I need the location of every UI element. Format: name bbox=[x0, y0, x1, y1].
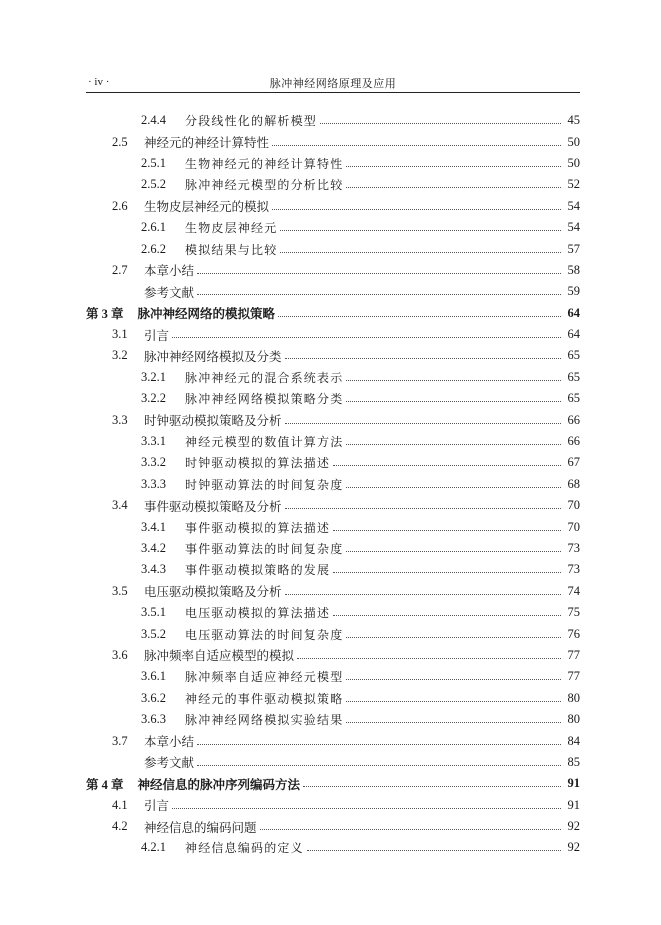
toc-subsection-entry[interactable] bbox=[86, 110, 580, 131]
toc-entry-number: 4.2.1 bbox=[141, 840, 166, 855]
toc-dot-leader bbox=[346, 444, 561, 445]
toc-entry-page: 76 bbox=[567, 626, 580, 641]
toc-entry-number: 3.6.3 bbox=[141, 712, 166, 727]
toc-entry-number: 3.2 bbox=[112, 348, 128, 363]
toc-entry-title: 脉冲神经网络模拟及分类 bbox=[144, 348, 282, 364]
toc-entry-page: 68 bbox=[567, 476, 580, 491]
toc-dot-leader bbox=[285, 358, 561, 359]
toc-entry-page: 66 bbox=[567, 412, 580, 427]
toc-section-entry[interactable] bbox=[86, 795, 580, 816]
toc-entry-number: 4.1 bbox=[112, 797, 128, 812]
toc-entry-title: 参考文献 bbox=[144, 755, 195, 771]
toc-dot-leader bbox=[346, 401, 561, 402]
toc-entry-page: 57 bbox=[567, 241, 580, 256]
toc-entry-number: 2.6.1 bbox=[141, 220, 166, 235]
toc-entry-number: 2.4.4 bbox=[141, 113, 166, 128]
toc-entry-title: 生物皮层神经元 bbox=[185, 221, 278, 236]
toc-subsection-entry[interactable] bbox=[86, 217, 580, 238]
toc-entry-title: 事件驱动算法的时间复杂度 bbox=[185, 542, 344, 556]
toc-entry-title: 脉冲神经网络的模拟策略 bbox=[137, 306, 276, 322]
toc-entry-page: 75 bbox=[567, 605, 580, 620]
toc-entry-title: 生物神经元的神经计算特性 bbox=[185, 156, 344, 171]
toc-entry-page: 54 bbox=[567, 198, 580, 213]
toc-dot-leader bbox=[346, 380, 561, 381]
toc-entry-page: 50 bbox=[567, 134, 580, 149]
toc-entry-title: 神经信息的编码问题 bbox=[144, 819, 257, 835]
toc-entry-page: 67 bbox=[567, 455, 580, 470]
toc-entry-page: 64 bbox=[567, 327, 580, 342]
toc-entry-title: 神经信息的脉冲序列编码方法 bbox=[137, 776, 301, 792]
toc-dot-leader bbox=[346, 187, 561, 188]
toc-dot-leader bbox=[297, 658, 561, 659]
toc-dot-leader bbox=[280, 230, 561, 231]
toc-section-entry[interactable] bbox=[86, 281, 580, 302]
toc-entry-page: 80 bbox=[567, 690, 580, 705]
running-header bbox=[86, 73, 580, 93]
toc-section-entry[interactable] bbox=[86, 409, 580, 430]
toc-subsection-entry[interactable] bbox=[86, 174, 580, 195]
toc-entry-number: 2.5.1 bbox=[141, 155, 166, 170]
toc-subsection-entry[interactable] bbox=[86, 516, 580, 537]
toc-entry-page: 73 bbox=[567, 541, 580, 555]
toc-dot-leader bbox=[285, 508, 561, 509]
toc-section-entry[interactable] bbox=[86, 196, 580, 217]
toc-dot-leader bbox=[303, 786, 561, 787]
toc-entry-title: 模拟结果与比较 bbox=[185, 242, 278, 257]
toc-section-entry[interactable] bbox=[86, 345, 580, 366]
toc-entry-title: 脉冲神经网络模拟实验结果 bbox=[185, 713, 344, 728]
toc-entry-number: 2.7 bbox=[112, 262, 128, 277]
toc-entry-number: 3.4.3 bbox=[141, 562, 166, 577]
toc-entry-title: 参考文献 bbox=[144, 284, 195, 300]
toc-dot-leader bbox=[333, 530, 561, 531]
toc-dot-leader bbox=[172, 337, 561, 338]
toc-subsection-entry[interactable] bbox=[86, 837, 580, 858]
toc-entry-number: 3.2.1 bbox=[141, 369, 166, 384]
toc-dot-leader bbox=[197, 765, 561, 766]
toc-entry-title: 事件驱动模拟策略及分析 bbox=[144, 498, 282, 514]
toc-entry-title: 电压驱动算法的时间复杂度 bbox=[185, 627, 344, 642]
toc-entry-page: 80 bbox=[567, 712, 580, 727]
toc-entry-title: 神经元的事件驱动模拟策略 bbox=[185, 691, 344, 706]
toc-entry-page: 66 bbox=[567, 434, 580, 449]
toc-dot-leader bbox=[346, 701, 561, 702]
toc-entry-number: 第 3 章 bbox=[86, 307, 124, 322]
running-title: 脉冲神经网络原理及应用 bbox=[269, 77, 397, 90]
toc-entry-page: 59 bbox=[567, 284, 580, 299]
toc-entry-number: 3.6.2 bbox=[141, 690, 166, 705]
toc-chapter-entry[interactable] bbox=[86, 303, 580, 324]
toc-subsection-entry[interactable] bbox=[86, 559, 580, 580]
toc-entry-page: 85 bbox=[567, 754, 580, 769]
toc-entry-number: 2.5.2 bbox=[141, 177, 166, 192]
toc-subsection-entry[interactable] bbox=[86, 474, 580, 495]
toc-entry-number: 3.3.2 bbox=[141, 455, 166, 470]
toc-entry-page: 52 bbox=[567, 177, 580, 192]
toc-entry-number: 3.4.2 bbox=[141, 541, 166, 555]
toc-subsection-entry[interactable] bbox=[86, 623, 580, 644]
toc-entry-title: 引言 bbox=[144, 327, 170, 343]
toc-dot-leader bbox=[333, 465, 561, 466]
toc-dot-leader bbox=[333, 572, 561, 573]
toc-dot-leader bbox=[333, 615, 561, 616]
toc-entry-page: 70 bbox=[567, 498, 580, 513]
toc-section-entry[interactable] bbox=[86, 752, 580, 773]
toc-dot-leader bbox=[346, 551, 561, 552]
toc-entry-page: 92 bbox=[567, 840, 580, 855]
toc-dot-leader bbox=[346, 166, 561, 167]
toc-entry-page: 84 bbox=[567, 733, 580, 748]
toc-entry-page: 74 bbox=[567, 583, 580, 598]
toc-subsection-entry[interactable] bbox=[86, 709, 580, 730]
toc-entry-page: 50 bbox=[567, 155, 580, 170]
toc-entry-page: 77 bbox=[567, 669, 580, 684]
toc-entry-number: 3.7 bbox=[112, 733, 128, 748]
toc-entry-number: 3.1 bbox=[112, 327, 128, 342]
toc-dot-leader bbox=[172, 808, 561, 809]
toc-subsection-entry[interactable] bbox=[86, 367, 580, 388]
toc-entry-number: 3.4.1 bbox=[141, 519, 166, 534]
header-rule bbox=[86, 92, 580, 93]
toc-entry-title: 脉冲神经网络模拟策略分类 bbox=[185, 392, 344, 407]
toc-entry-page: 58 bbox=[567, 262, 580, 277]
toc-entry-title: 脉冲频率自适应神经元模型 bbox=[185, 670, 344, 685]
page-number: · iv · bbox=[88, 76, 110, 88]
toc-entry-title: 脉冲神经元模型的分析比较 bbox=[185, 178, 344, 193]
toc-entry-title: 事件驱动模拟的算法描述 bbox=[185, 520, 331, 535]
toc-entry-number: 2.6 bbox=[112, 198, 128, 213]
toc-entry-page: 64 bbox=[567, 305, 580, 320]
toc-dot-leader bbox=[278, 316, 561, 317]
toc-dot-leader bbox=[272, 209, 561, 210]
toc-entry-title: 神经信息编码的定义 bbox=[185, 841, 304, 856]
toc-entry-title: 生物皮层神经元的模拟 bbox=[144, 199, 270, 215]
toc-dot-leader bbox=[346, 722, 561, 723]
toc-dot-leader bbox=[197, 273, 561, 274]
toc-subsection-entry[interactable] bbox=[86, 388, 580, 409]
toc-entry-title: 本章小结 bbox=[144, 263, 195, 279]
toc-entry-title: 本章小结 bbox=[144, 734, 195, 750]
toc-section-entry[interactable] bbox=[86, 260, 580, 281]
toc-entry-title: 引言 bbox=[144, 798, 170, 814]
toc-dot-leader bbox=[346, 487, 561, 488]
toc-entry-number: 3.6 bbox=[112, 647, 128, 662]
toc-entry-page: 92 bbox=[567, 819, 580, 834]
toc-entry-number: 第 4 章 bbox=[86, 777, 124, 792]
toc-subsection-entry[interactable] bbox=[86, 666, 580, 687]
toc-subsection-entry[interactable] bbox=[86, 452, 580, 473]
toc-dot-leader bbox=[285, 594, 561, 595]
toc-subsection-entry[interactable] bbox=[86, 602, 580, 623]
toc-entry-number: 3.3 bbox=[112, 412, 128, 427]
toc-entry-title: 脉冲神经元的混合系统表示 bbox=[185, 370, 344, 385]
toc-entry-page: 91 bbox=[567, 776, 580, 791]
toc-entry-number: 3.2.2 bbox=[141, 391, 166, 406]
toc-section-entry[interactable] bbox=[86, 324, 580, 345]
toc-dot-leader bbox=[197, 294, 561, 295]
toc-section-entry[interactable] bbox=[86, 581, 580, 602]
toc-entry-title: 时钟驱动模拟的算法描述 bbox=[185, 456, 331, 471]
toc-entry-number: 3.3.1 bbox=[141, 434, 166, 449]
table-of-contents bbox=[86, 110, 580, 859]
toc-section-entry[interactable] bbox=[86, 645, 580, 666]
toc-section-entry[interactable] bbox=[86, 816, 580, 837]
toc-entry-title: 神经元模型的数值计算方法 bbox=[185, 435, 344, 450]
toc-entry-title: 电压驱动模拟的算法描述 bbox=[185, 606, 331, 621]
toc-entry-page: 54 bbox=[567, 220, 580, 235]
toc-entry-number: 3.4 bbox=[112, 498, 128, 513]
toc-subsection-entry[interactable] bbox=[86, 238, 580, 259]
toc-subsection-entry[interactable] bbox=[86, 153, 580, 174]
toc-entry-number: 3.5.1 bbox=[141, 605, 166, 620]
toc-entry-page: 65 bbox=[567, 369, 580, 384]
toc-subsection-entry[interactable] bbox=[86, 688, 580, 709]
toc-dot-leader bbox=[260, 829, 561, 830]
toc-entry-page: 65 bbox=[567, 348, 580, 363]
toc-entry-title: 事件驱动模拟策略的发展 bbox=[185, 563, 331, 578]
toc-entry-title: 分段线性化的解析模型 bbox=[185, 114, 318, 129]
toc-entry-number: 4.2 bbox=[112, 819, 128, 834]
toc-entry-page: 65 bbox=[567, 391, 580, 406]
toc-entry-number: 3.3.3 bbox=[141, 476, 166, 491]
toc-entry-title: 神经元的神经计算特性 bbox=[144, 135, 270, 151]
toc-dot-leader bbox=[320, 123, 561, 124]
toc-subsection-entry[interactable] bbox=[86, 431, 580, 452]
toc-entry-number: 3.5 bbox=[112, 583, 128, 598]
toc-entry-number: 3.5.2 bbox=[141, 626, 166, 641]
toc-entry-title: 时钟驱动模拟策略及分析 bbox=[144, 413, 282, 429]
toc-entry-page: 91 bbox=[567, 797, 580, 812]
toc-entry-page: 73 bbox=[567, 562, 580, 577]
toc-dot-leader bbox=[272, 145, 561, 146]
toc-dot-leader bbox=[197, 744, 561, 745]
toc-section-entry[interactable] bbox=[86, 131, 580, 152]
toc-entry-title: 时钟驱动算法的时间复杂度 bbox=[185, 477, 344, 492]
toc-subsection-entry[interactable] bbox=[86, 538, 580, 559]
toc-entry-page: 70 bbox=[567, 519, 580, 534]
toc-dot-leader bbox=[280, 252, 561, 253]
toc-entry-title: 电压驱动模拟策略及分析 bbox=[144, 584, 282, 600]
toc-entry-number: 2.6.2 bbox=[141, 241, 166, 256]
toc-entry-number: 3.6.1 bbox=[141, 669, 166, 684]
toc-chapter-entry[interactable] bbox=[86, 773, 580, 794]
toc-dot-leader bbox=[346, 637, 561, 638]
toc-dot-leader bbox=[346, 679, 561, 680]
toc-section-entry[interactable] bbox=[86, 730, 580, 751]
toc-entry-page: 45 bbox=[567, 113, 580, 128]
toc-entry-page: 77 bbox=[567, 647, 580, 662]
toc-entry-title: 脉冲频率自适应模型的模拟 bbox=[144, 648, 295, 664]
toc-dot-leader bbox=[285, 423, 561, 424]
toc-section-entry[interactable] bbox=[86, 495, 580, 516]
toc-dot-leader bbox=[307, 850, 561, 851]
toc-entry-number: 2.5 bbox=[112, 134, 128, 149]
